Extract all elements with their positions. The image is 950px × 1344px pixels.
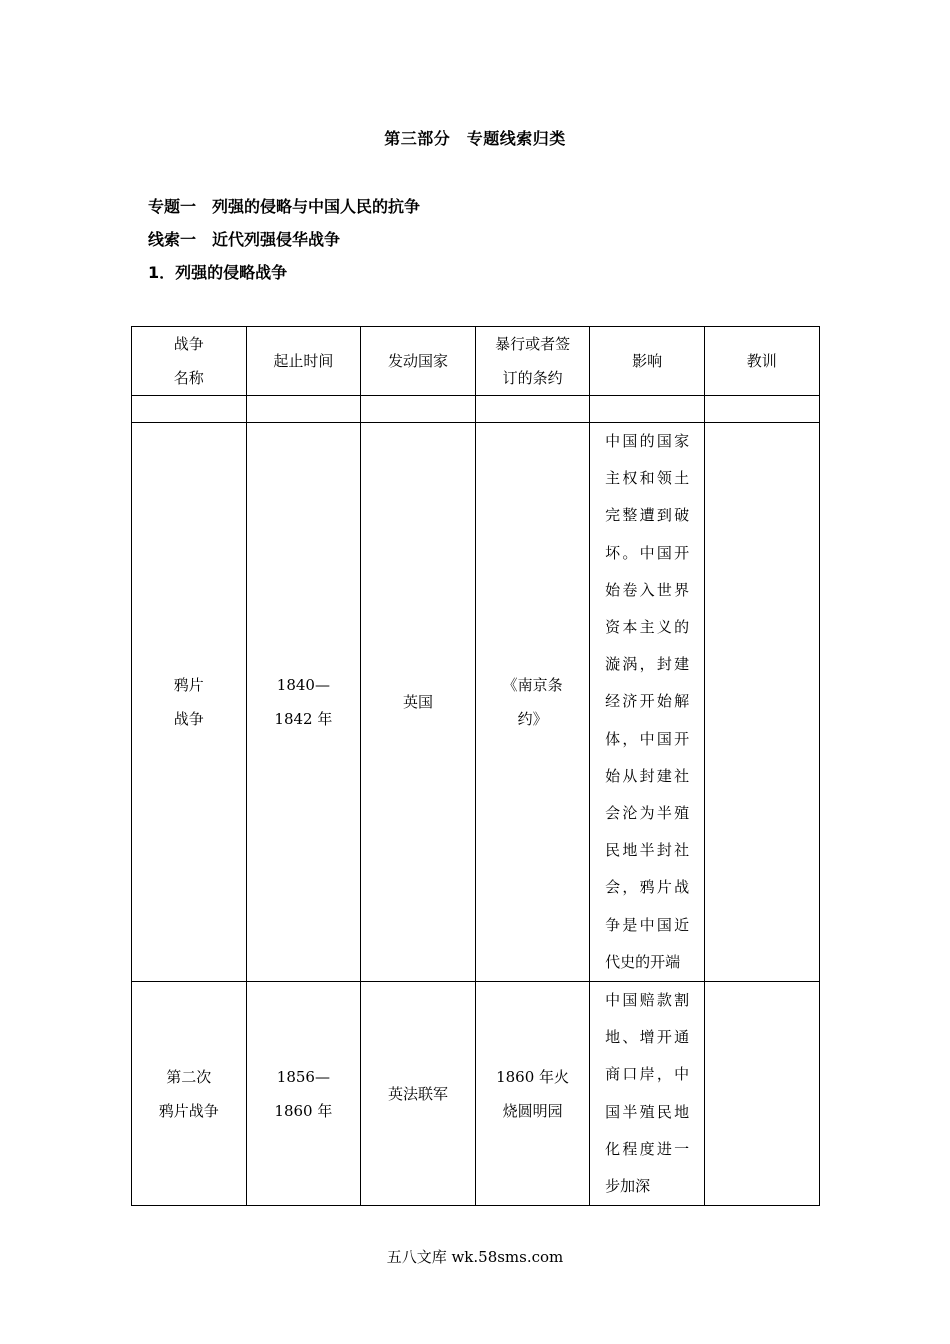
empty-cell — [246, 396, 361, 423]
header-war-name — [132, 327, 247, 396]
treaty-cell — [475, 423, 590, 982]
header-impact: 影响 — [590, 327, 705, 396]
table-row — [132, 982, 820, 1206]
war-name-cell — [132, 982, 247, 1206]
footer-watermark: 五八文库 wk.58sms.com — [386, 1248, 564, 1266]
war-table — [131, 326, 820, 1206]
empty-cell — [704, 396, 819, 423]
war-name-cell — [132, 423, 247, 982]
table-row — [132, 423, 820, 982]
country-cell: 英国 — [361, 423, 476, 982]
header-war-name-line1: 战争 — [173, 335, 204, 353]
page-title: 第三部分 专题线索归类 — [384, 129, 566, 148]
header-lesson: 教训 — [704, 327, 819, 396]
lesson-cell — [704, 423, 819, 982]
topic-heading: 专题一 列强的侵略与中国人民的抗争 — [148, 197, 421, 216]
war-name-line2: 鸦片战争 — [158, 1101, 219, 1120]
empty-cell — [475, 396, 590, 423]
empty-cell — [361, 396, 476, 423]
header-country: 发动国家 — [361, 327, 476, 396]
period-line2: 1860 年 — [274, 1101, 333, 1120]
thread-heading: 线索一 近代列强侵华战争 — [148, 230, 341, 249]
war-name-line2: 战争 — [173, 710, 204, 729]
treaty-line2: 烧圆明园 — [502, 1101, 563, 1120]
header-period: 起止时间 — [246, 327, 361, 396]
header-treaty-line1: 暴行或者签 — [495, 335, 571, 353]
impact-text: 中国赔款割地、增开通商口岸，中国半殖民地化程度进一步加深 — [605, 991, 690, 1196]
period-line2: 1842 年 — [274, 710, 333, 729]
period-line1: 1840— — [276, 676, 330, 695]
country-cell: 英法联军 — [361, 982, 476, 1206]
treaty-line1: 1860 年火 — [496, 1067, 570, 1086]
lesson-cell — [704, 982, 819, 1206]
header-treaty-line2: 订的条约 — [502, 369, 563, 387]
empty-cell — [590, 396, 705, 423]
period-cell — [246, 423, 361, 982]
period-cell — [246, 982, 361, 1206]
header-treaty — [475, 327, 590, 396]
impact-cell — [590, 423, 705, 982]
table-header-row — [132, 327, 820, 396]
treaty-cell — [475, 982, 590, 1206]
treaty-line1: 《南京条 — [502, 676, 563, 695]
empty-cell — [132, 396, 247, 423]
war-name-line1: 第二次 — [166, 1067, 212, 1086]
treaty-line2: 约》 — [517, 710, 548, 729]
war-name-line1: 鸦片 — [173, 676, 204, 695]
period-line1: 1856— — [276, 1067, 330, 1086]
table-row-empty — [132, 396, 820, 423]
header-war-name-line2: 名称 — [173, 369, 204, 387]
section-heading: 1．列强的侵略战争 — [148, 263, 288, 282]
impact-text: 中国的国家主权和领土完整遭到破坏。中国开始卷入世界资本主义的漩涡，封建经济开始解体，中国开始从封建社会沦为半殖民地半封社会，鸦片战争是中国近代史的开端 — [605, 432, 690, 971]
impact-cell — [590, 982, 705, 1206]
